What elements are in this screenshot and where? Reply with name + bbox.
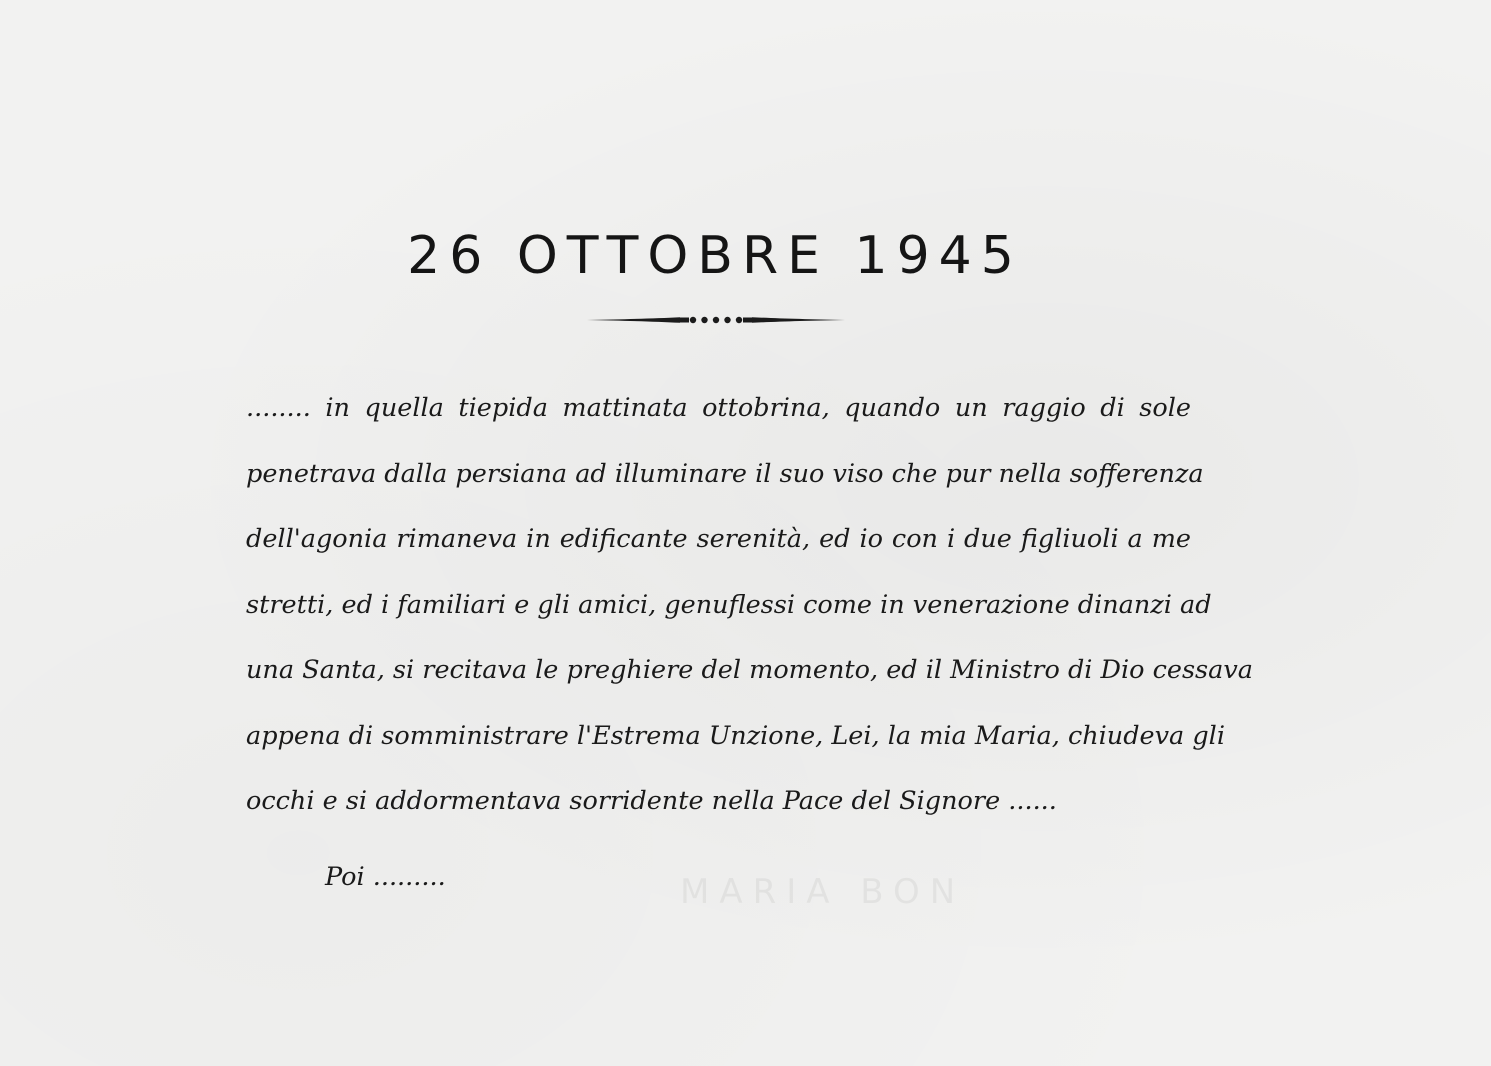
show-through-text: MARIA BON — [680, 872, 966, 912]
paragraph-line: una Santa, si recitava le preghiere del momento, ed il Ministro di Dio cessava — [246, 655, 1253, 685]
closing-line: Poi ......... — [325, 862, 446, 892]
paragraph-line: dell'agonia rimaneva in edificante serenità, ed io con i due figliuoli a me — [246, 524, 1191, 554]
paragraph-line: penetrava dalla persiana ad illuminare il suo viso che pur nella sofferenza — [246, 458, 1204, 489]
page-title: 26 OTTOBRE 1945 — [407, 226, 1023, 286]
paragraph-line: ........ in quella tiepida mattinata ottobrina, quando un raggio di sole — [246, 393, 1191, 423]
title-ornament-divider — [585, 310, 847, 330]
paragraph-line: occhi e si addormentava sorridente nella Pace del Signore ...... — [246, 786, 1057, 816]
memorial-paragraph — [246, 388, 1253, 847]
paragraph-line: stretti, ed i familiari e gli amici, genuflessi come in venerazione dinanzi ad — [246, 589, 1212, 620]
paragraph-line: appena di somministrare l'Estrema Unzione, Lei, la mia Maria, chiudeva gli — [246, 720, 1225, 751]
